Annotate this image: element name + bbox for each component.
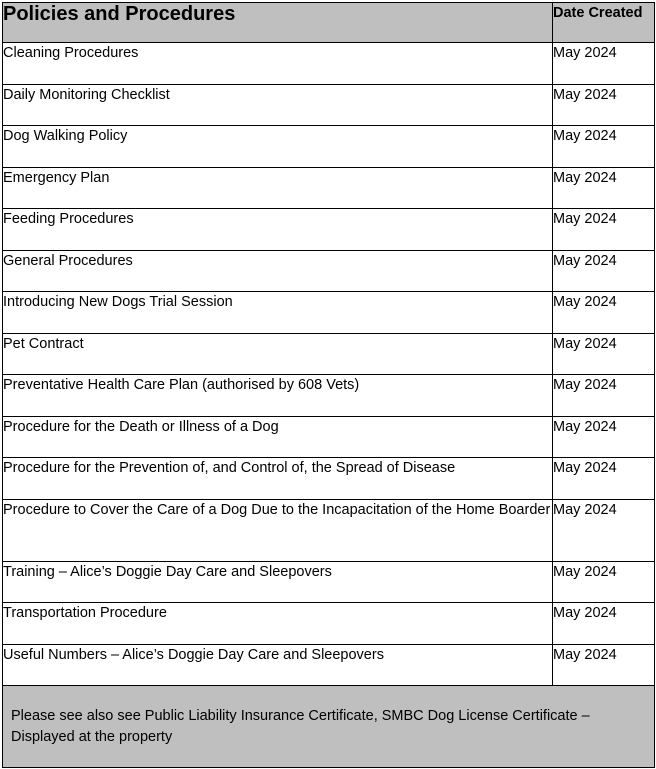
- table-row: [3, 250, 655, 292]
- policy-name: Emergency Plan: [3, 167, 553, 209]
- table-row: [3, 603, 655, 645]
- table-row: [3, 561, 655, 603]
- policy-name: Daily Monitoring Checklist: [3, 84, 553, 126]
- policy-date: May 2024: [553, 603, 655, 645]
- table-row: [3, 84, 655, 126]
- table-row: [3, 43, 655, 85]
- policy-date: May 2024: [553, 292, 655, 334]
- policy-name: Training – Alice’s Doggie Day Care and Sleepovers: [3, 561, 553, 603]
- policy-date: May 2024: [553, 167, 655, 209]
- footer-note: Please see also see Public Liability Insurance Certificate, SMBC Dog License Certificate – Displayed at the property: [3, 686, 655, 768]
- policies-table: [2, 2, 655, 768]
- policy-name: General Procedures: [3, 250, 553, 292]
- table-title: Policies and Procedures: [3, 3, 553, 43]
- policy-name: Pet Contract: [3, 333, 553, 375]
- table-row: [3, 292, 655, 334]
- policy-date: May 2024: [553, 84, 655, 126]
- table-header-row: [3, 3, 655, 43]
- policy-name: Feeding Procedures: [3, 209, 553, 251]
- policy-date: May 2024: [553, 333, 655, 375]
- policy-name: Transportation Procedure: [3, 603, 553, 645]
- table-row: [3, 126, 655, 168]
- policy-date: May 2024: [553, 458, 655, 500]
- policy-name: Introducing New Dogs Trial Session: [3, 292, 553, 334]
- policy-date: May 2024: [553, 43, 655, 85]
- table-row: [3, 458, 655, 500]
- policy-date: May 2024: [553, 416, 655, 458]
- policy-name: Preventative Health Care Plan (authorised by 608 Vets): [3, 375, 553, 417]
- policy-date: May 2024: [553, 499, 655, 561]
- table-row: [3, 333, 655, 375]
- policy-name: Cleaning Procedures: [3, 43, 553, 85]
- policy-name: Procedure to Cover the Care of a Dog Due to the Incapacitation of the Home Boarder: [3, 499, 553, 561]
- policy-name: Procedure for the Prevention of, and Control of, the Spread of Disease: [3, 458, 553, 500]
- table-row: [3, 416, 655, 458]
- policy-name: Dog Walking Policy: [3, 126, 553, 168]
- date-created-header: Date Created: [553, 3, 655, 43]
- policy-name: Useful Numbers – Alice’s Doggie Day Care and Sleepovers: [3, 644, 553, 686]
- policy-date: May 2024: [553, 644, 655, 686]
- table-row: [3, 499, 655, 561]
- policy-date: May 2024: [553, 375, 655, 417]
- table-row: [3, 209, 655, 251]
- table-row: [3, 375, 655, 417]
- table-row: [3, 167, 655, 209]
- table-footer-row: [3, 686, 655, 768]
- policy-date: May 2024: [553, 126, 655, 168]
- policy-date: May 2024: [553, 250, 655, 292]
- table-row: [3, 644, 655, 686]
- policy-date: May 2024: [553, 209, 655, 251]
- policy-date: May 2024: [553, 561, 655, 603]
- policy-name: Procedure for the Death or Illness of a Dog: [3, 416, 553, 458]
